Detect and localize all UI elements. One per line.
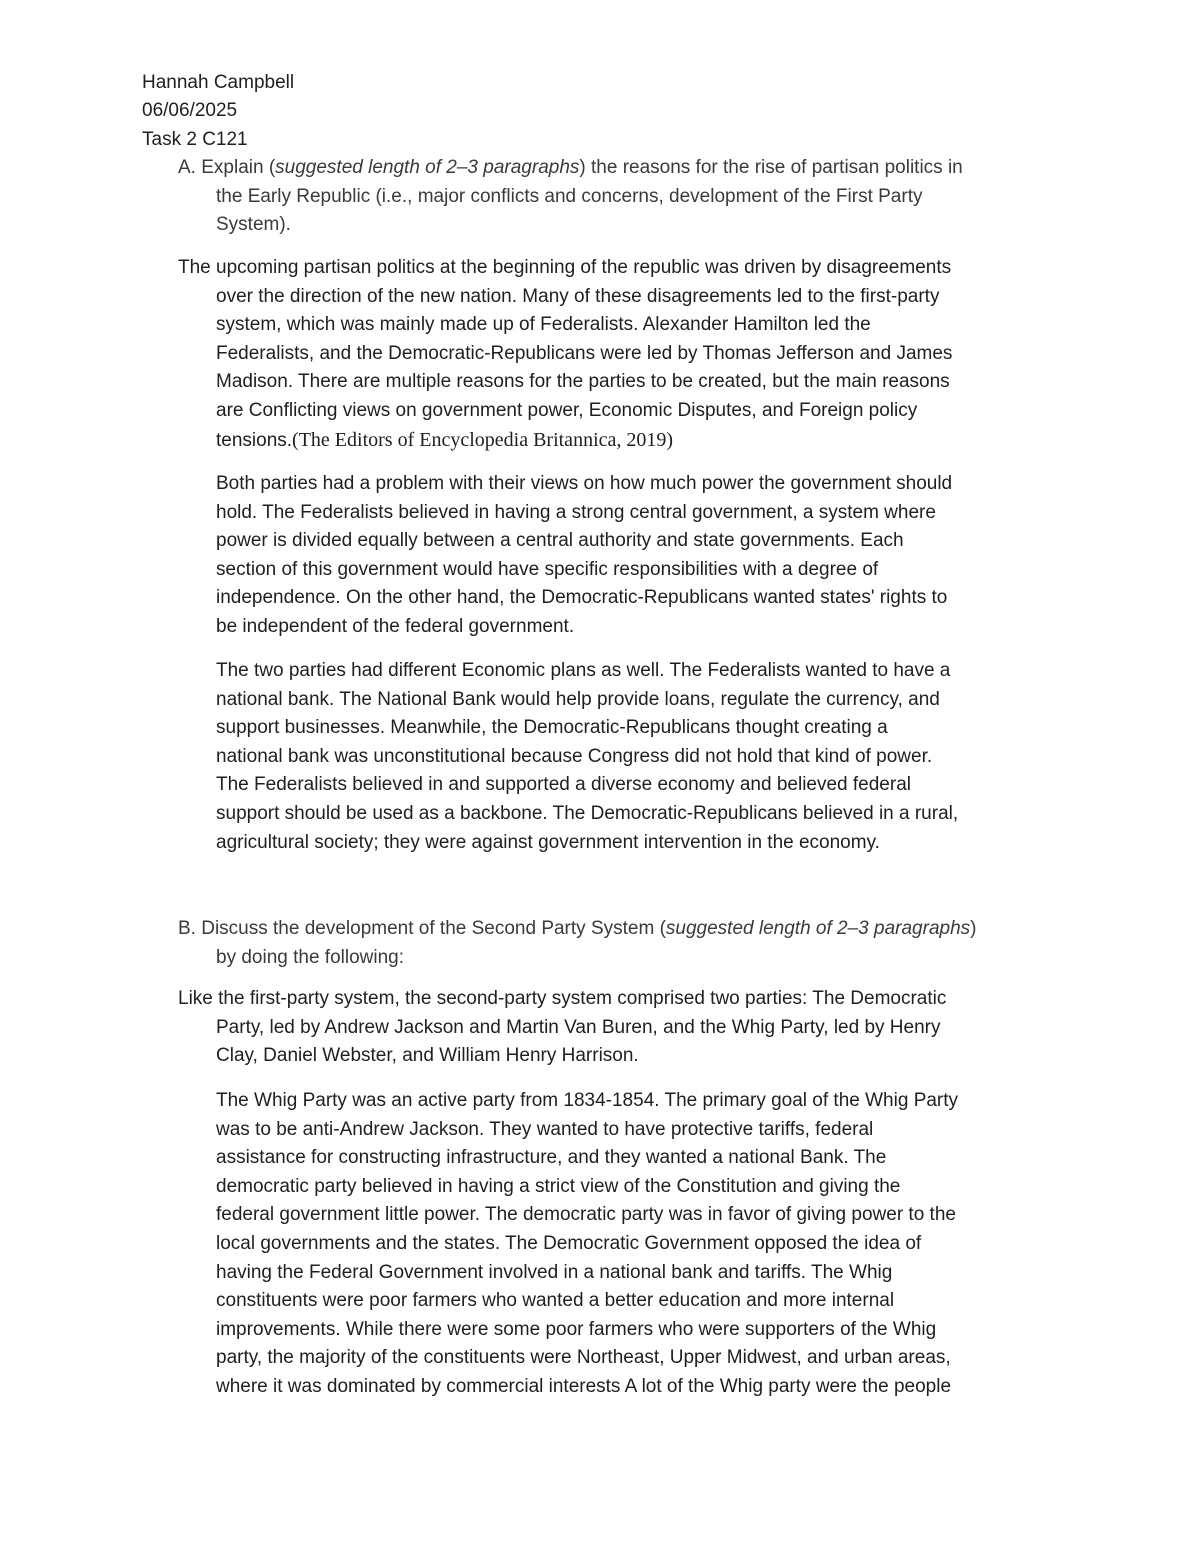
section-a-paragraph-2: Both parties had a problem with their views on how much power the government should hold. The Federalists believed in having a strong central government, a system where power is divided equally between a central authority and state governments. Each section of this government would have specific responsibilities with a degree of independence. On the other hand, the Democratic-Republicans wanted states' rights to be independent of the federal government. <box>216 473 953 637</box>
section-b-prompt: B. Discuss the development of the Second Party System (suggested length of 2–3 paragraphs) by doing the following: <box>178 918 977 968</box>
section-a-paragraph-1: The upcoming partisan politics at the beginning of the republic was driven by disagreements over the direction of the new nation. Many of these disagreements led to the first-party system, which was mainly made up of Federalists. Alexander Hamilton led the Federalists, and the Democratic-Republicans were led by Thomas Jefferson and James Madison. There are multiple reasons for the parties to be created, but the main reasons are Conflicting views on government power, Economic Disputes, and Foreign policy tensions.(The Editors of Encyclopedia Britannica, 2019) <box>178 257 953 451</box>
section-a-paragraph-3: The two parties had different Economic plans as well. The Federalists wanted to have a national bank. The National Bank would help provide loans, regulate the currency, and support businesses. Meanwhile, the Democratic-Republicans thought creating a national bank was unconstitutional because Congress did not hold that kind of power. The Federalists believed in and supported a diverse economy and believed federal support should be used as a backbone. The Democratic-Republicans believed in a rural, agricultural society; they were against government intervention in the economy. <box>216 660 959 853</box>
task-title: Task 2 C121 <box>142 129 248 150</box>
section-a-prompt-line-2: the Early Republic (i.e., major conflicts and concerns, development of the First Party <box>216 185 923 207</box>
citation: (The Editors of Encyclopedia Britannica, 2019) <box>292 428 674 451</box>
section-a-prompt <box>178 154 1078 240</box>
section-b-paragraph-1: Like the first-party system, the second-party system comprised two parties: The Democratic Party, led by Andrew Jackson and Martin Van Buren, and the Whig Party, led by Henry Clay, Daniel Webster, and William Henry Harrison. <box>178 988 947 1067</box>
section-b-paragraph-2: The Whig Party was an active party from 1834-1854. The primary goal of the Whig Party was to be anti-Andrew Jackson. They wanted to have protective tariffs, federal assistance for constructing infrastructure, and they wanted a national Bank. The democratic party believed in having a strict view of the Constitution and giving the federal government little power. The democratic party was in favor of giving power to the local governments and the states. The Democratic Government opposed the idea of having the Federal Government involved in a national bank and tariffs. The Whig constituents were poor farmers who wanted a better education and more internal improvements. While there were some poor farmers who were supporters of the Whig party, the majority of the constituents were Northeast, Upper Midwest, and urban areas, where it was dominated by commercial interests A lot of the Whig party were the people <box>216 1090 959 1397</box>
document-date: 06/06/2025 <box>142 100 238 121</box>
author-name: Hannah Campbell <box>142 72 295 93</box>
section-a-prompt-line-3: System). <box>216 214 291 236</box>
section-a-prompt-line-1: A. Explain (suggested length of 2–3 paragraphs) the reasons for the rise of partisan politics in <box>178 157 963 178</box>
